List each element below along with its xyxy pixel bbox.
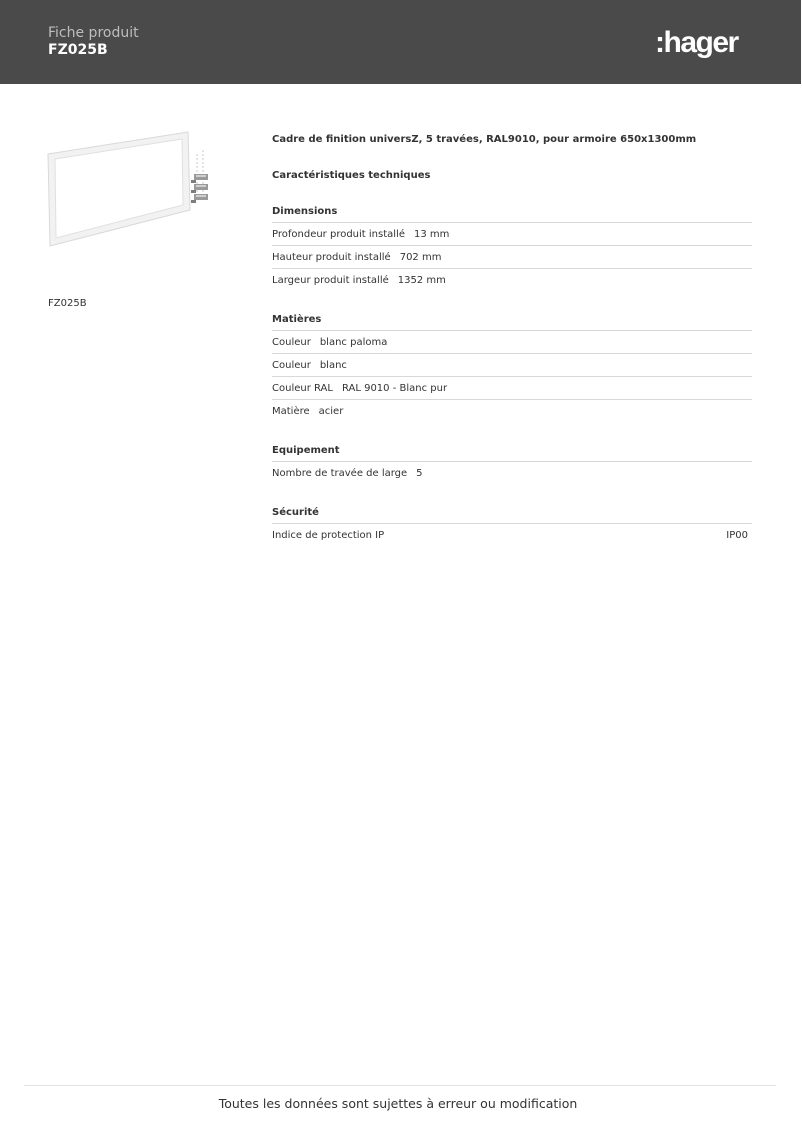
spec-value: 1352 mm (397, 275, 446, 286)
spec-label: Couleur RAL (272, 383, 333, 394)
product-code-label: FZ025B (48, 298, 87, 309)
spec-label: Hauteur produit installé (272, 252, 391, 263)
footer-divider (24, 1085, 776, 1086)
spec-value: blanc (319, 360, 347, 371)
section-title: Dimensions (272, 205, 752, 223)
spec-label: Largeur produit installé (272, 275, 389, 286)
spec-label: Indice de protection IP (272, 530, 385, 541)
spec-value: acier (318, 406, 344, 417)
spec-label: Couleur (272, 337, 311, 348)
footer-disclaimer: Toutes les données sont sujettes à erreur ou modification (218, 1096, 578, 1111)
section-materials (272, 313, 752, 422)
section-equipment (272, 444, 752, 484)
section-title: Equipement (272, 444, 752, 462)
spec-label: Nombre de travée de large (272, 468, 408, 479)
spec-value: RAL 9010 - Blanc pur (341, 383, 448, 394)
spec-row (272, 462, 752, 484)
spec-label: Profondeur produit installé (272, 229, 405, 240)
spec-value: 13 mm (413, 229, 450, 240)
section-title: Sécurité (272, 506, 752, 524)
spec-row (272, 524, 752, 546)
characteristics-heading: Caractéristiques techniques (272, 170, 431, 181)
header-subtitle: Fiche produit (48, 25, 139, 41)
section-title: Matières (272, 313, 752, 331)
spec-label: Matière (272, 406, 310, 417)
spec-row (272, 331, 752, 354)
section-security (272, 506, 752, 546)
section-dimensions (272, 205, 752, 291)
product-image (44, 128, 216, 250)
spec-row (272, 354, 752, 377)
spec-label: Couleur (272, 360, 311, 371)
spec-row (272, 269, 752, 291)
svg-text::hager: :hager (655, 26, 738, 59)
spec-value: 702 mm (399, 252, 442, 263)
spec-value: 5 (416, 468, 423, 479)
spec-value: IP00 (726, 530, 748, 541)
spec-row (272, 400, 752, 422)
header-bar (0, 0, 801, 84)
spec-row (272, 377, 752, 400)
header-product-code: FZ025B (48, 42, 108, 58)
hager-logo (655, 22, 755, 62)
spec-row (272, 223, 752, 246)
product-title: Cadre de finition universZ, 5 travées, RAL9010, pour armoire 650x1300mm (272, 134, 697, 145)
spec-value: blanc paloma (319, 337, 388, 348)
product-details (272, 133, 752, 546)
spec-row (272, 246, 752, 269)
